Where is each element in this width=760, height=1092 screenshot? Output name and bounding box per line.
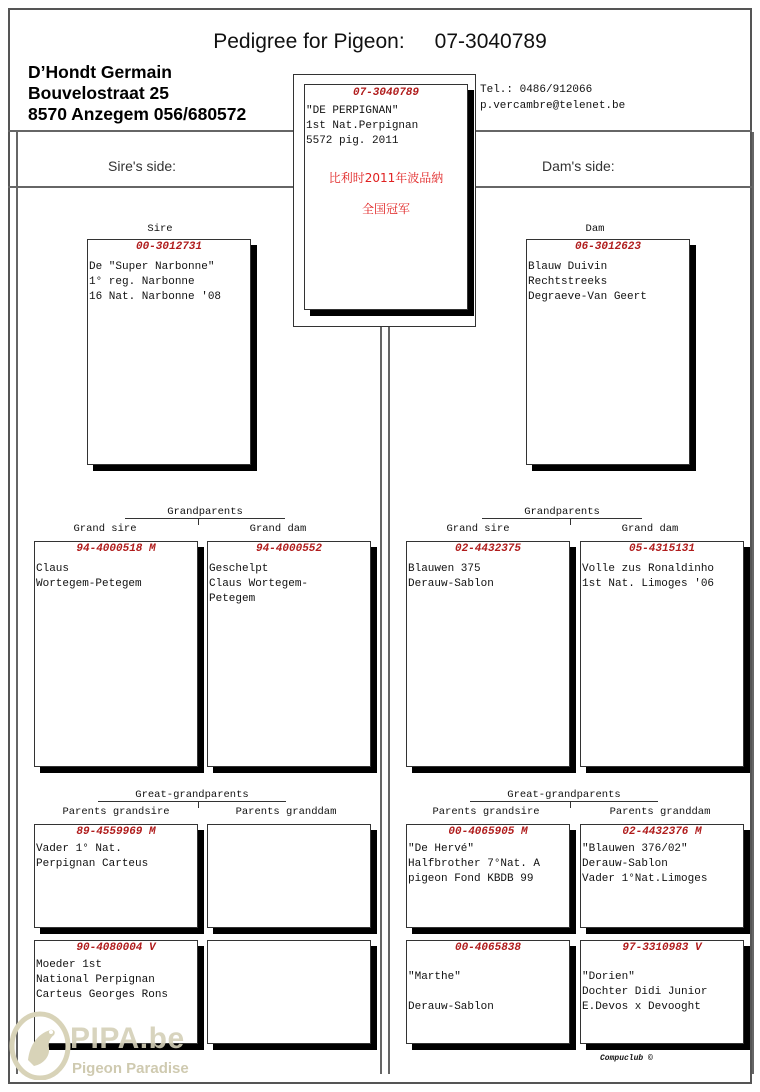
grand-dam-label: Grand dam — [249, 523, 307, 535]
center-divider — [388, 322, 390, 1074]
card-line: Derauw-Sablon — [408, 578, 494, 590]
card-line: Petegem — [209, 593, 256, 605]
logo-text: PIPA.be — [70, 1022, 185, 1055]
card-line: Halfbrother 7°Nat. A — [408, 858, 541, 870]
card-line — [581, 955, 743, 970]
contact-tel: Tel.: 0486/912066 — [480, 84, 593, 96]
parents-grandsire-label: Parents grandsire — [62, 806, 170, 818]
card-line — [407, 985, 569, 1000]
tick — [198, 802, 199, 808]
card-line: Vader 1° Nat. — [36, 843, 122, 855]
divider — [16, 132, 18, 1074]
sire-pgd-father-card[interactable] — [207, 824, 371, 928]
logo-subtitle: Pigeon Paradise — [72, 1060, 189, 1077]
card-line: Perpignan Carteus — [36, 858, 149, 870]
tick — [570, 802, 571, 808]
owner-street: Bouvelostraat 25 — [28, 83, 170, 103]
dam-side-label: Dam's side: — [542, 158, 615, 174]
card-line: Derauw-Sablon — [408, 1001, 494, 1013]
dam-line: Degraeve-Van Geert — [528, 291, 647, 303]
parents-grandsire-label: Parents grandsire — [432, 806, 540, 818]
grand-dam-label: Grand dam — [621, 523, 679, 535]
card-line: Vader 1°Nat.Limoges — [582, 873, 708, 885]
owner-name: D’Hondt Germain — [28, 62, 172, 82]
contact-block — [480, 82, 625, 114]
card-line — [407, 955, 569, 970]
dam-granddam-card[interactable] — [580, 541, 744, 767]
main-ring: 07-3040789 — [352, 87, 419, 99]
title-ring: 07-3040789 — [434, 30, 547, 53]
main-line: 1st Nat.Perpignan — [306, 120, 419, 132]
sire-card[interactable] — [87, 239, 251, 465]
card-line: Dochter Didi Junior — [582, 986, 708, 998]
sire-line: De "Super Narbonne" — [89, 261, 215, 273]
dam-label: Dam — [585, 223, 605, 235]
pigeon-logo-icon — [8, 1008, 72, 1080]
ring-number: 00-4065838 — [454, 942, 521, 954]
card-line: Carteus Georges Rons — [36, 989, 169, 1001]
dam-line: Blauw Duivin — [528, 261, 608, 273]
great-grandparents-label: Great-grandparents — [470, 789, 658, 802]
sire-line: 1° reg. Narbonne — [89, 276, 195, 288]
card-line: Wortegem-Petegem — [36, 578, 142, 590]
grandparents-label: Grandparents — [482, 506, 642, 519]
ring-number: 94-4000518 M — [76, 543, 156, 555]
ring-number: 94-4000552 — [255, 543, 322, 555]
dam-card[interactable] — [526, 239, 690, 465]
dam-pgs-father-card[interactable] — [406, 824, 570, 928]
tick — [570, 519, 571, 525]
divider — [752, 132, 754, 1074]
card-line: "Dorien" — [582, 971, 635, 983]
main-line: 5572 pig. 2011 — [306, 135, 399, 147]
card-line: Claus — [36, 563, 70, 575]
card-line: Claus Wortegem- — [209, 578, 309, 590]
ring-number: 89-4559969 M — [76, 826, 156, 838]
tick — [198, 519, 199, 525]
dam-line: Rechtstreeks — [528, 276, 608, 288]
ring-number: 90-4080004 V — [76, 942, 156, 954]
ring-number: 05-4315131 — [628, 543, 695, 555]
card-line: pigeon Fond KBDB 99 — [408, 873, 534, 885]
parents-granddam-label: Parents granddam — [235, 806, 337, 818]
dam-pgd-mother-card[interactable] — [580, 940, 744, 1044]
main-line: "DE PERPIGNAN" — [306, 105, 399, 117]
title-text: Pedigree for Pigeon: — [213, 30, 405, 53]
contact-email[interactable]: p.vercambre@telenet.be — [480, 100, 626, 112]
dam-ring: 06-3012623 — [574, 241, 641, 253]
sire-granddam-card[interactable] — [207, 541, 371, 767]
sire-grandsire-card[interactable] — [34, 541, 198, 767]
grand-sire-label: Grand sire — [446, 523, 510, 535]
card-line: E.Devos x Devooght — [582, 1001, 701, 1013]
card-line: Geschelpt — [209, 563, 269, 575]
page-title — [0, 30, 760, 54]
chinese-line: 比利时2011年波品納 — [328, 171, 444, 185]
ring-number: 02-4432376 M — [622, 826, 702, 838]
card-line: Blauwen 375 — [408, 563, 481, 575]
sire-pgs-father-card[interactable] — [34, 824, 198, 928]
center-divider — [380, 322, 382, 1074]
dam-pgs-mother-card[interactable] — [406, 940, 570, 1044]
card-line: "De Hervé" — [408, 843, 475, 855]
sire-line: 16 Nat. Narbonne '08 — [89, 291, 222, 303]
owner-block — [28, 62, 246, 125]
grandparents-label: Grandparents — [125, 506, 285, 519]
ring-number: 02-4432375 — [454, 543, 521, 555]
sire-side-label: Sire's side: — [108, 158, 177, 174]
chinese-line: 全国冠军 — [361, 202, 410, 216]
card-line: "Blauwen 376/02" — [582, 843, 688, 855]
sire-ring: 00-3012731 — [135, 241, 202, 253]
sire-pgd-mother-card[interactable] — [207, 940, 371, 1044]
card-line: Derauw-Sablon — [582, 858, 668, 870]
ring-number: 00-4065905 M — [448, 826, 528, 838]
great-grandparents-label: Great-grandparents — [98, 789, 286, 802]
dam-pgd-father-card[interactable] — [580, 824, 744, 928]
owner-city: 8570 Anzegem 056/680572 — [28, 104, 247, 124]
card-line: 1st Nat. Limoges '06 — [582, 578, 715, 590]
sire-label: Sire — [147, 223, 173, 235]
ring-number: 97-3310983 V — [622, 942, 702, 954]
grand-sire-label: Grand sire — [73, 523, 137, 535]
card-line: National Perpignan — [36, 974, 155, 986]
card-line: Volle zus Ronaldinho — [582, 563, 715, 575]
parents-granddam-label: Parents granddam — [609, 806, 711, 818]
software-credit: Compuclub © — [600, 1054, 653, 1063]
card-line: "Marthe" — [408, 971, 461, 983]
card-line: Moeder 1st — [36, 959, 103, 971]
main-card[interactable] — [304, 84, 468, 310]
dam-grandsire-card[interactable] — [406, 541, 570, 767]
